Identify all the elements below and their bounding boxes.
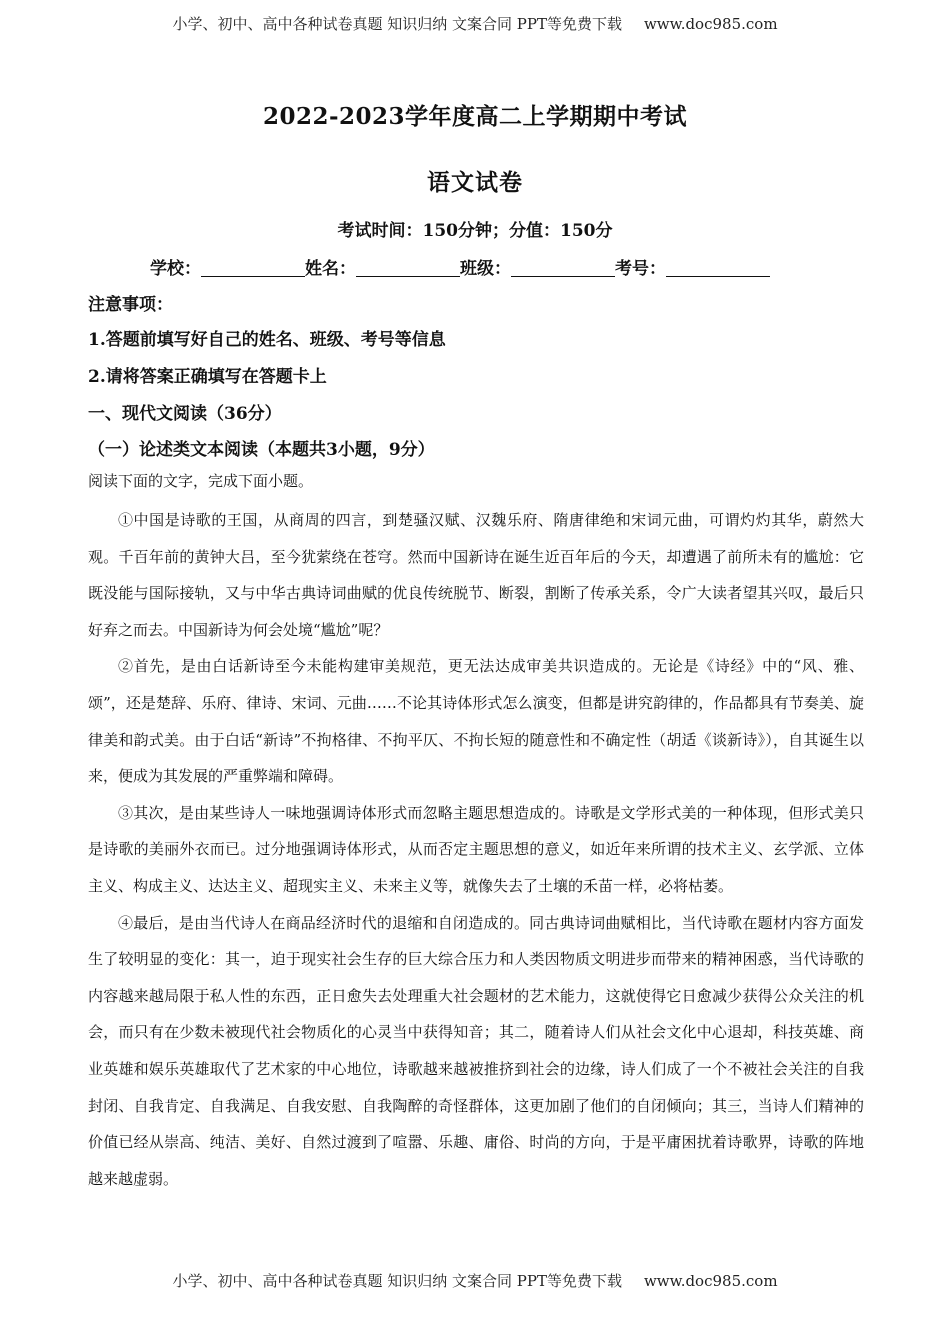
footer-site[interactable]: www.doc985.com (643, 1272, 778, 1290)
school-label: 学校： (150, 259, 201, 279)
exam-subtitle: 语文试卷 (427, 169, 523, 196)
student-info-fields (150, 254, 810, 279)
name-label: 姓名： (305, 259, 356, 279)
class-field (460, 254, 615, 279)
page-header (0, 13, 950, 34)
paragraph-1: ①中国是诗歌的王国，从商周的四言，到楚骚汉赋、汉魏乐府、隋唐律绝和宋词元曲，可谓灼灼其华，蔚然大观。千百年前的黄钟大吕，至今犹萦绕在苍穹。然而中国新诗在诞生近百年后的今天，却遭遇了前所未有的尴尬：它既没能与国际接轨，又与中华古典诗词曲赋的优良传统脱节、断裂，割断了传承关系，令广大读者望其兴叹，最后只好弃之而去。中国新诗为何会处境“尴尬”呢？ (88, 511, 864, 639)
reading-passage (88, 502, 864, 1197)
number-field (615, 254, 770, 279)
notice-heading: 注意事项： (88, 295, 173, 315)
paragraph-2: ②首先，是由白话新诗至今未能构建审美规范，更无法达成审美共识造成的。无论是《诗经》中的“风、雅、颂”，还是楚辞、乐府、律诗、宋词、元曲……不论其诗体形式怎么演变，但都是讲究韵律的，作品都具有节奏美、旋律美和韵式美。由于白话“新诗”不拘格律、不拘平仄、不拘长短的随意性和不确定性（胡适《谈新诗》），自其诞生以来，便成为其发展的严重弊端和障碍。 (88, 657, 864, 786)
subsection-heading: （一）论述类文本阅读（本题共3小题，9分） (88, 440, 435, 460)
paragraph-4: ④最后，是由当代诗人在商品经济时代的退缩和自闭造成的。同古典诗词曲赋相比，当代诗歌在题材内容方面发生了较明显的变化：其一，迫于现实社会生存的巨大综合压力和人类因物质文明进步而带来的精神困惑，当代诗歌的内容越来越局限于私人性的东西，正日愈失去处理重大社会题材的艺术能力，这就使得它日愈减少获得公众关注的机会，而只有在少数未被现代社会物质化的心灵当中获得知音；其二，随着诗人们从社会文化中心退却，科技英雄、商业英雄和娱乐英雄取代了艺术家的中心地位，诗歌越来越被推挤到社会的边缘，诗人们成了一个不被社会关注的自我封闭、自我肯定、自我满足、自我安慰、自我陶醉的奇怪群体，这更加剧了他们的自闭倾向；其三，当诗人们精神的价值已经从崇高、纯洁、美好、自然过渡到了喧嚣、乐趣、庸俗、时尚的方向，于是平庸困扰着诗歌界，诗歌的阵地越来越虚弱。 (88, 913, 864, 1188)
section-heading: 一、现代文阅读（36分） (88, 404, 282, 424)
school-field (150, 254, 305, 279)
notice-item-1: 1.答题前填写好自己的姓名、班级、考号等信息 (88, 330, 446, 350)
school-blank[interactable] (201, 258, 305, 277)
exam-title: 2022-2023学年度高二上学期期中考试 (262, 103, 688, 130)
exam-info: 考试时间：150分钟；分值：150分 (337, 221, 613, 241)
number-label: 考号： (615, 259, 666, 279)
page-footer (0, 1270, 950, 1291)
name-field (305, 254, 460, 279)
name-blank[interactable] (356, 258, 460, 277)
paragraph-3: ③其次，是由某些诗人一味地强调诗体形式而忽略主题思想造成的。诗歌是文学形式美的一种体现，但形式美只是诗歌的美丽外衣而已。过分地强调诗体形式，从而否定主题思想的意义，如近年来所谓的技术主义、玄学派、立体主义、构成主义、达达主义、超现实主义、未来主义等，就像失去了土壤的禾苗一样，必将枯萎。 (88, 803, 864, 895)
header-text: 小学、初中、高中各种试卷真题 知识归纳 文案合同 PPT等免费下载 (172, 15, 622, 33)
footer-text: 小学、初中、高中各种试卷真题 知识归纳 文案合同 PPT等免费下载 (172, 1272, 622, 1290)
class-label: 班级： (460, 259, 511, 279)
notice-item-2: 2.请将答案正确填写在答题卡上 (88, 367, 327, 387)
number-blank[interactable] (666, 258, 770, 277)
reading-instruction: 阅读下面的文字，完成下面小题。 (88, 472, 314, 490)
header-site[interactable]: www.doc985.com (643, 15, 778, 33)
class-blank[interactable] (511, 258, 615, 277)
